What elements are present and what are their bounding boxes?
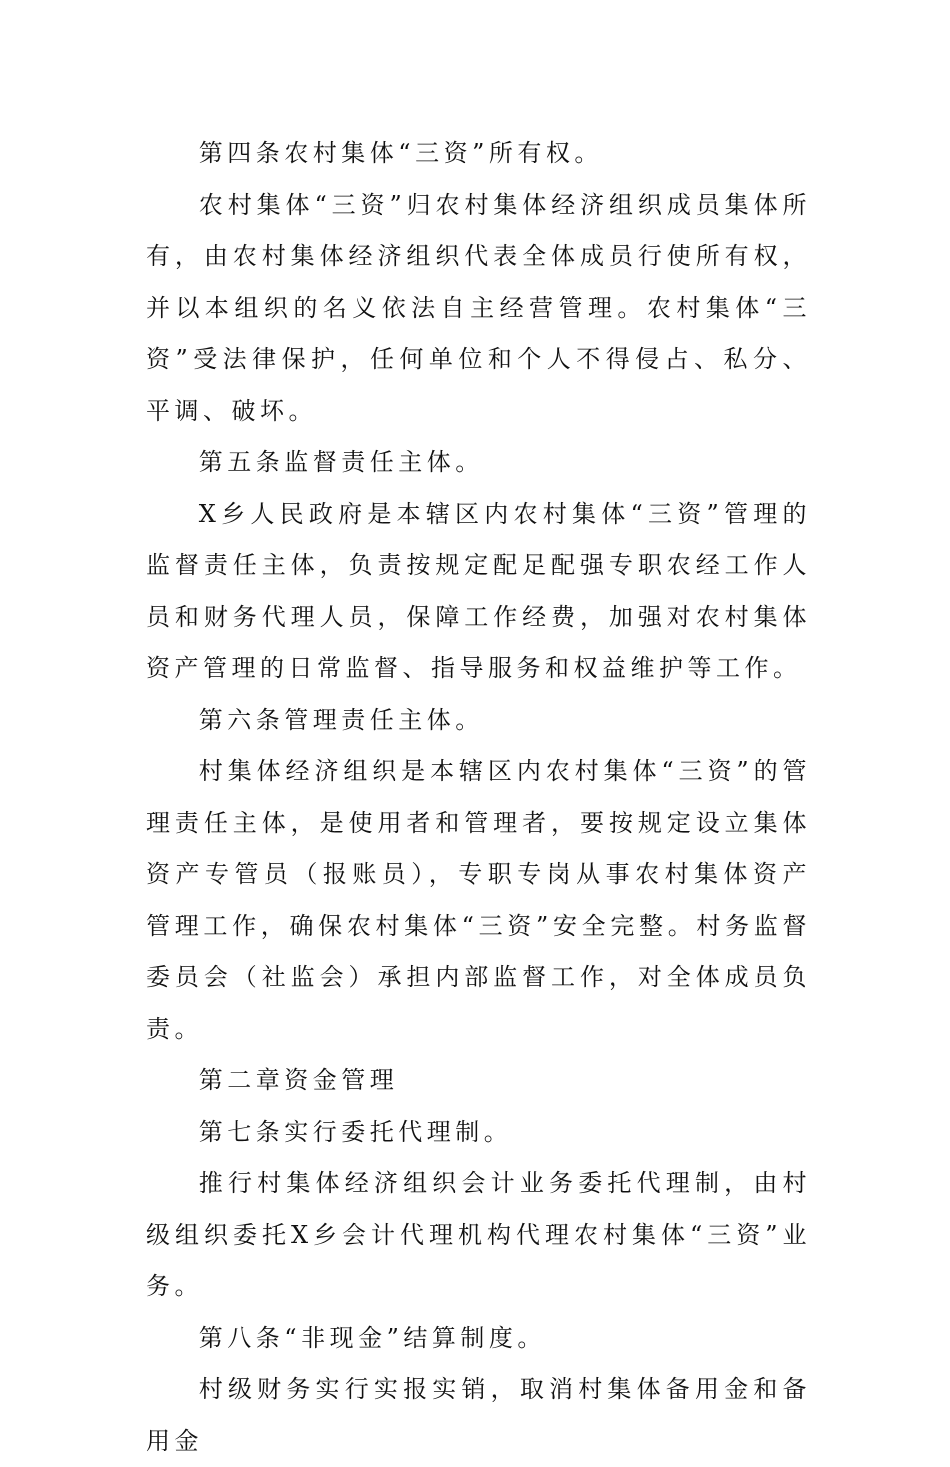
article-4-heading: 第四条农村集体“三资”所有权。 bbox=[198, 139, 603, 167]
article-6-body: 村集体经济组织是本辖区内农村集体“三资”的管理责任主体，是使用者和管理者，要按规定设立集体资产专管员（报账员），专职专岗从事农村集体资产管理工作，确保农村集体“三资”安全完整。村务监督委员会（社监会）承担内部监督工作，对全体成员负责。 bbox=[146, 757, 811, 1043]
article-8-body: 村级财务实行实报实销，取消村集体备用金和备用金 bbox=[146, 1375, 811, 1455]
chapter-2-heading: 第二章资金管理 bbox=[198, 1066, 399, 1094]
article-6-heading: 第六条管理责任主体。 bbox=[198, 705, 484, 734]
article-5-heading: 第五条监督责任主体。 bbox=[198, 448, 484, 476]
article-8-heading: 第八条“非现金”结算制度。 bbox=[198, 1323, 546, 1352]
document-body bbox=[146, 128, 811, 1467]
article-7-heading: 第七条实行委托代理制。 bbox=[198, 1117, 513, 1146]
article-4-body: 农村集体“三资”归农村集体经济组织成员集体所有，由农村集体经济组织代表全体成员行使所有权，并以本组织的名义依法自主经营管理。农村集体“三资”受法律保护，任何单位和个人不得侵占、私分、平调、破坏。 bbox=[146, 190, 811, 425]
article-7-body: 推行村集体经济组织会计业务委托代理制，由村级组织委托X乡会计代理机构代理农村集体“三资”业务。 bbox=[146, 1169, 811, 1300]
article-5-body: X乡人民政府是本辖区内农村集体“三资”管理的监督责任主体，负责按规定配足配强专职农经工作人员和财务代理人员，保障工作经费，加强对农村集体资产管理的日常监督、指导服务和权益维护等工作。 bbox=[146, 499, 811, 682]
